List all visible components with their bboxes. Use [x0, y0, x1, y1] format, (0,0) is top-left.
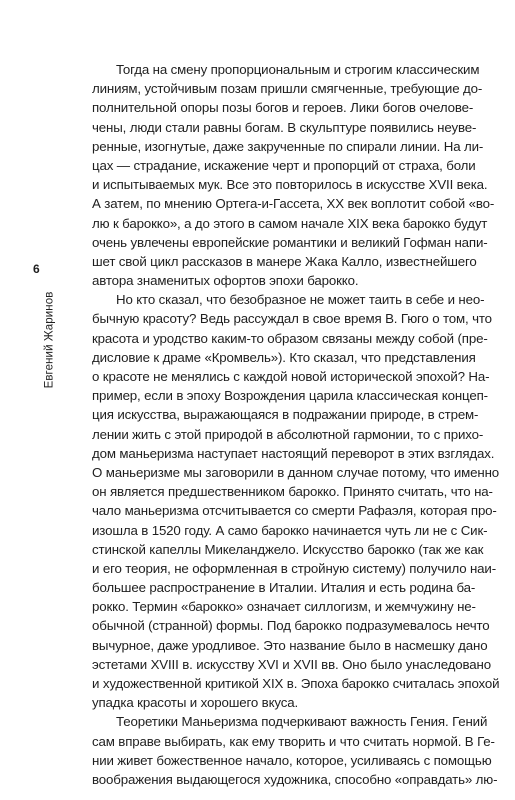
text-line: ренные, изогнутые, даже закрученные по спирали линии. На ли-: [92, 138, 484, 154]
text-line: красота и уродство каким-то образом связаны между собой (пре-: [92, 330, 488, 346]
text-line: чены, люди стали равны богам. В скульптуре появились неуве-: [92, 119, 477, 135]
text-line: Тогда на смену пропорциональным и строгим классическим: [116, 62, 480, 77]
page-margin: [0, 0, 58, 800]
text-line: полнительной опоры позы богов и героев. Лики богов очелове-: [92, 100, 474, 116]
text-line: стинской капеллы Микеланджело. Искусство барокко (так же как: [92, 541, 484, 557]
text-line: линиям, устойчивым позам пришли смягченные, требующие до-: [92, 81, 483, 97]
text-line: сам вправе выбирать, как ему творить и что считать нормой. В Ге-: [92, 733, 495, 749]
text-line: пример, если в эпоху Возрождения царила классическая концеп-: [92, 388, 488, 404]
text-line: и его теория, не оформленная в стройную систему) получило наи-: [92, 560, 496, 576]
body-text: [92, 60, 500, 787]
text-line: и художественной критикой XIX в. Эпоха барокко считалась эпохой: [92, 676, 500, 691]
text-line: лю к барокко», а до этого в самом начале XIX века барокко будут: [92, 215, 488, 231]
text-line: Теоретики Маньеризма подчеркивают важность Гения. Гений: [116, 714, 488, 730]
text-line: рокко. Термин «барокко» означает силлогизм, и жемчужину не-: [92, 599, 476, 615]
text-line: нии живет божественное начало, которое, усиливаясь с помощью: [92, 752, 492, 768]
text-line: ция искусства, выражающаяся в подражании природе, в стрем-: [92, 407, 479, 423]
text-line: упадка красоты и хорошего вкуса.: [92, 695, 299, 711]
page-number: 6: [33, 262, 40, 276]
text-line: лении жить с этой природой в абсолютной гармонии, то с прихо-: [92, 426, 484, 442]
text-line: воображения выдающегося художника, способно «оправдать» лю-: [92, 771, 498, 787]
text-line: О маньеризме мы заговорили в данном случае потому, что именно: [92, 464, 500, 480]
text-line: вычурное, даже уродливое. Это название было в насмешку дано: [92, 637, 488, 653]
text-line: бычную красоту? Ведь рассуждал в свое время В. Гюго о том, что: [92, 311, 492, 327]
text-line: и испытываемых мук. Все это повторилось в искусстве XVII века.: [92, 177, 488, 193]
text-line: чало маньеризма отсчитывается со смерти Рафаэля, которая про-: [92, 503, 497, 519]
text-line: очень увлечены европейские романтики и великий Гофман напи-: [92, 234, 488, 250]
text-line: большее распространение в Италии. Италия и есть родина ба-: [92, 580, 476, 596]
text-line: шет свой цикл рассказов в манере Жака Калло, известнейшего: [92, 253, 477, 269]
running-head-author: Евгений Жаринов: [43, 291, 56, 389]
text-line: А затем, по мнению Ортега-и-Гассета, XX век воплотит собой «во-: [92, 196, 495, 212]
text-line: Но кто сказал, что безобразное не может таить в себе и нео-: [116, 292, 485, 308]
text-line: обычной (странной) формы. Под барокко подразумевалось нечто: [92, 618, 490, 634]
text-line: дисловие к драме «Кромвель»). Кто сказал, что представления: [92, 349, 476, 365]
text-line: изошла в 1520 году. А само барокко начинается чуть ли не с Сик-: [92, 522, 488, 538]
text-line: дом маньеризма наступает настоящий переворот в этих взглядах.: [92, 445, 495, 461]
text-line: эстетами XVIII в. искусству XVI и XVII вв. Оно было унаследовано: [92, 656, 491, 672]
text-line: цах — страдание, искажение черт и пропорций от страха, боли: [92, 157, 476, 173]
text-line: о красоте не менялись с каждой новой исторической эпохой? На-: [92, 369, 490, 384]
text-line: он является предшественником барокко. Принято считать, что на-: [92, 484, 493, 500]
text-line: автора знаменитых офортов эпохи барокко.: [92, 273, 359, 289]
